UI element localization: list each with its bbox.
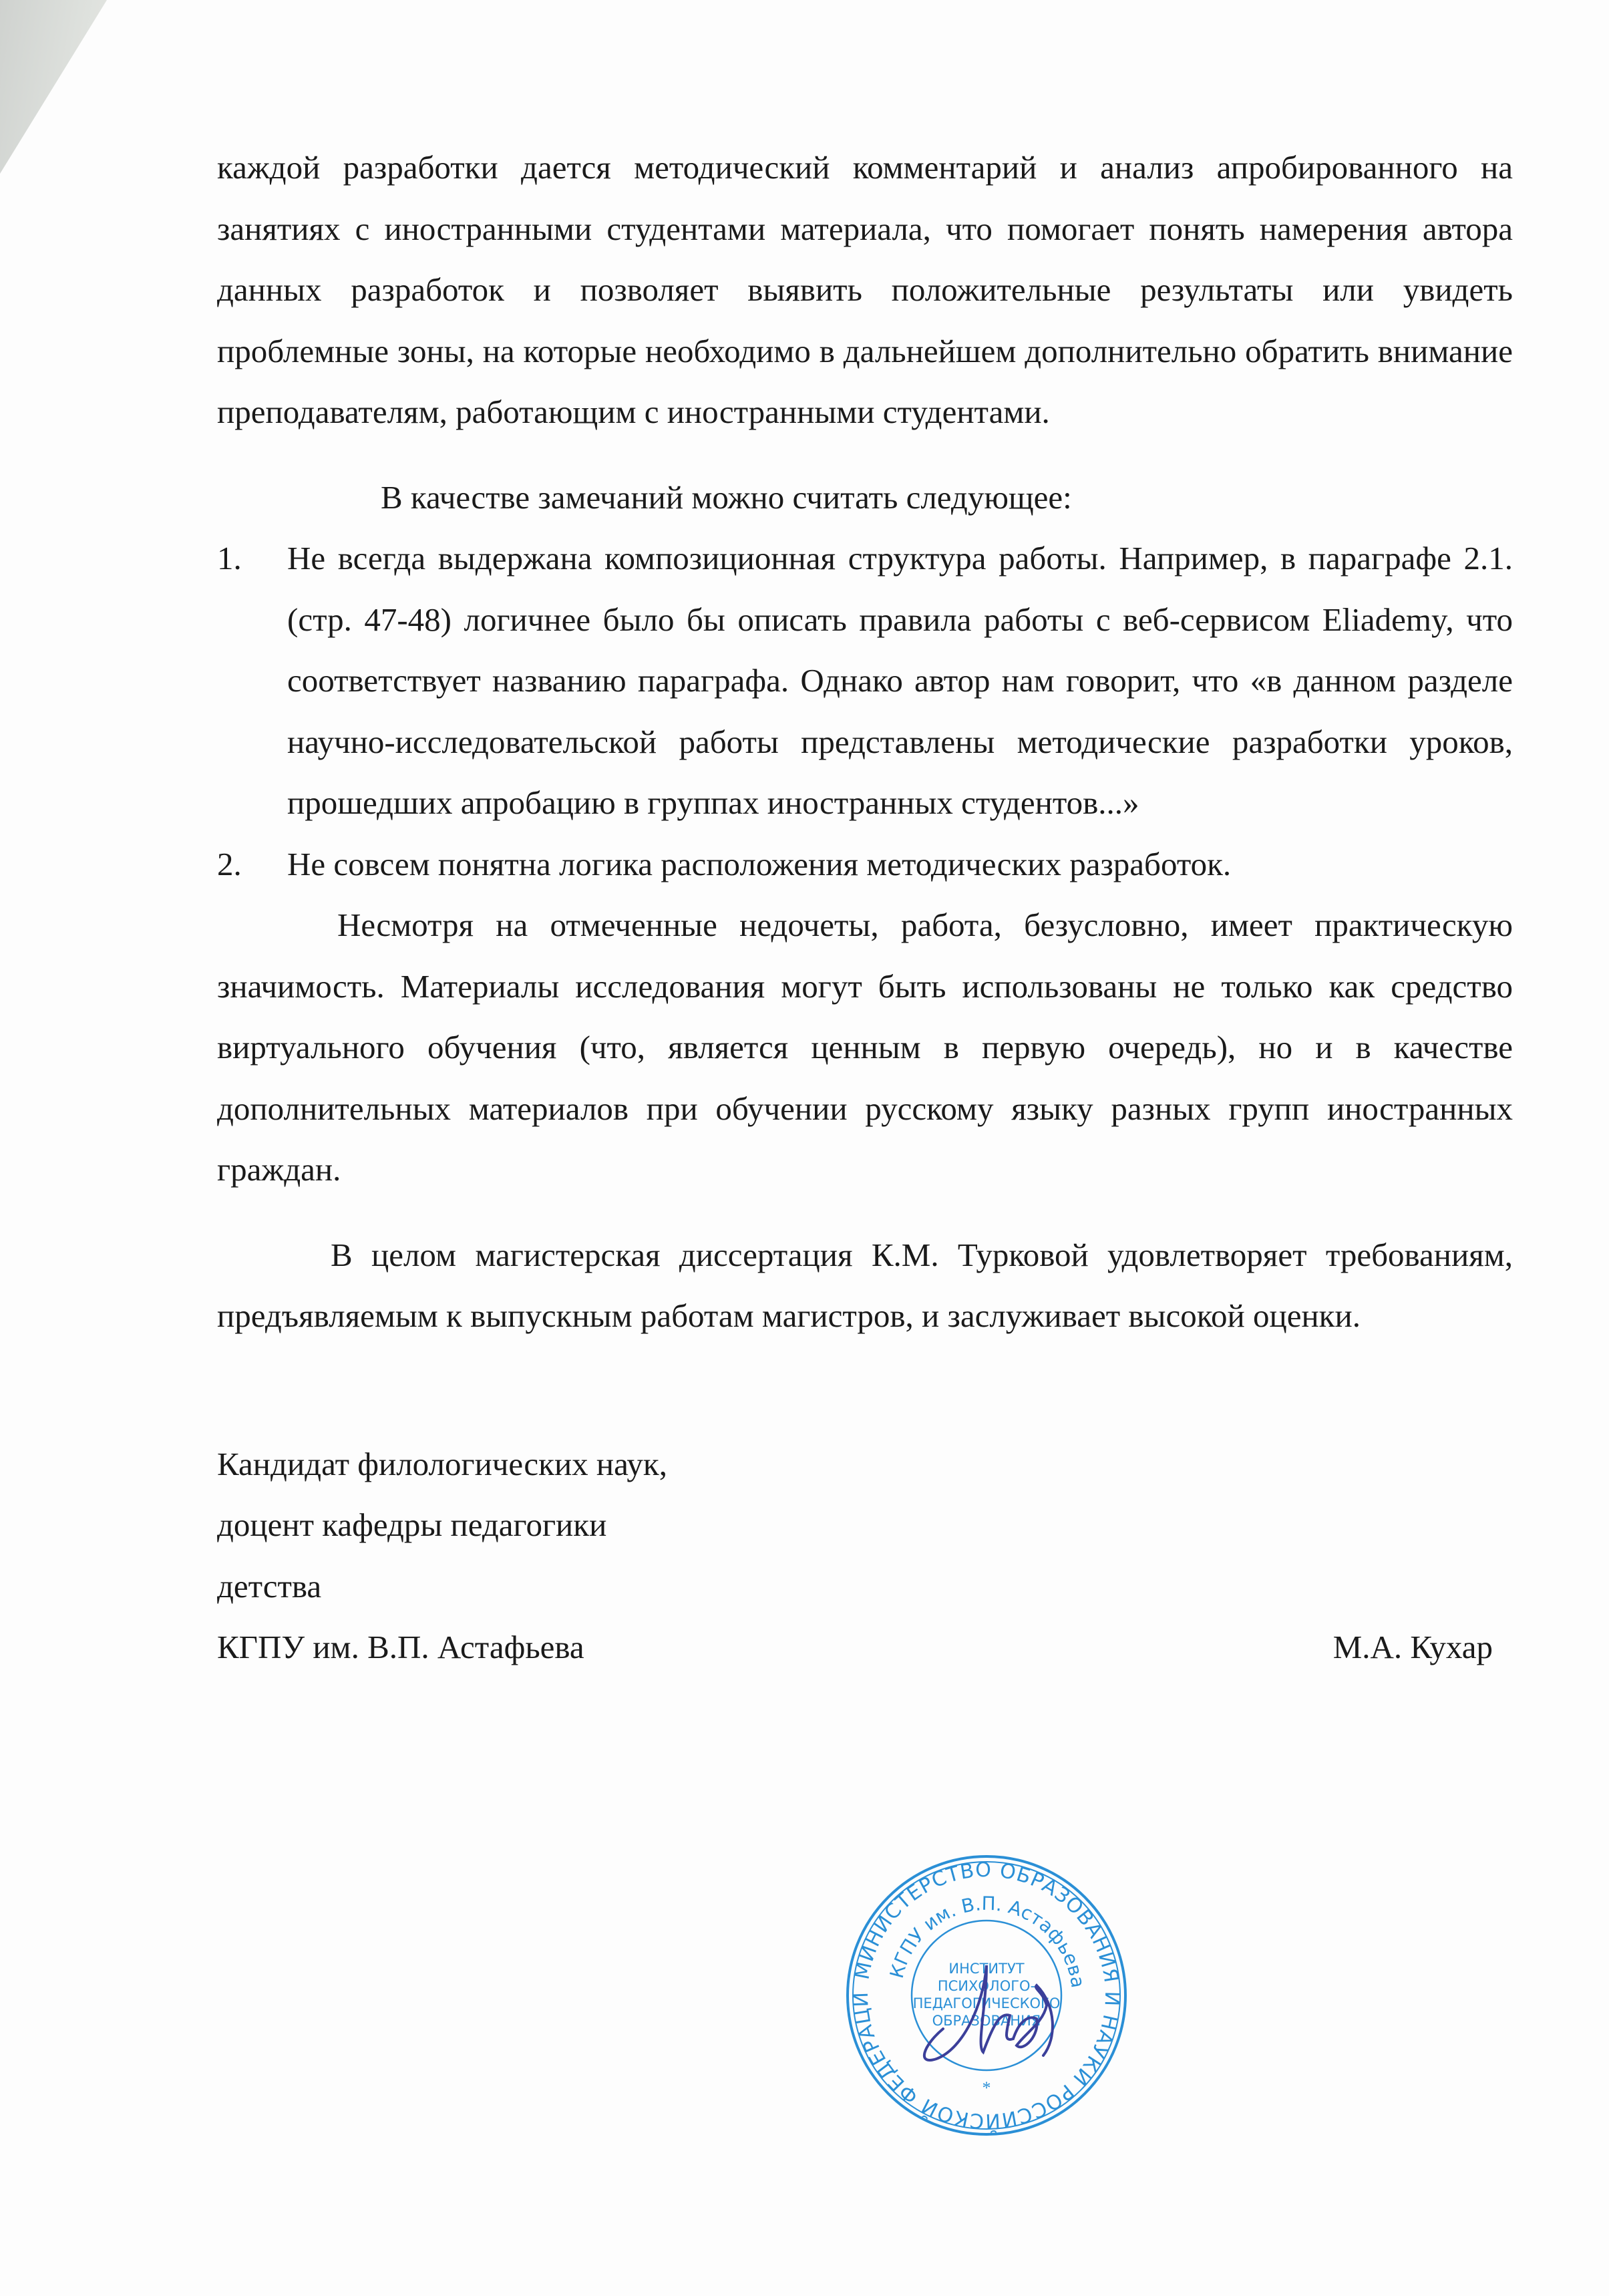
paragraph-methodical-commentary: каждой разработки дается методический комментарий и анализ апробированного на занятиях с иностранными студентами материала, что помогает понять намерения автора данных разработок и позволяет выявить положительные результаты или увидеть проблемные зоны, на которые необходимо в дальнейшем дополнительно обратить внимание преподавателям, работающим с иностранными студентами.	[217, 149, 1513, 430]
paragraph-significance: Несмотря на отмеченные недочеты, работа, безусловно, имеет практическую значимость. Материалы исследования могут быть использованы не только как средство виртуального обучения (что, является ценным в первую очередь), но и в качестве дополнительных материалов при обучении русскому языку разных групп иностранных граждан.	[217, 907, 1513, 1188]
remark-number: 1.	[217, 540, 242, 577]
signature-block	[217, 1434, 1513, 1678]
signature-department: детства	[217, 1567, 322, 1605]
document-page	[217, 137, 1513, 1678]
signature-position: доцент кафедры педагогики	[217, 1506, 607, 1543]
remark-item	[217, 834, 1513, 895]
svg-text:ПЕДАГОГИЧЕСКОГО: ПЕДАГОГИЧЕСКОГО	[912, 1995, 1061, 2011]
remark-number: 2.	[217, 845, 242, 882]
signature-university: КГПУ им. В.П. Астафьева	[217, 1629, 584, 1665]
signature-line	[217, 1617, 1513, 1678]
remarks-intro: В качестве замечаний можно считать следующее:	[381, 478, 1072, 516]
svg-text:ИНСТИТУТ: ИНСТИТУТ	[948, 1961, 1025, 1977]
signature-title: Кандидат филологических наук,	[217, 1445, 667, 1482]
svg-text:ПСИХОЛОГО-: ПСИХОЛОГО-	[937, 1978, 1036, 1994]
signatory-name: М.А. Кухар	[1332, 1629, 1493, 1665]
stamp-outer-text: МИНИСТЕРСТВО ОБРАЗОВАНИЯ И НАУКИ РОССИЙСКОЙ ФЕДЕРАЦИ	[849, 1858, 1124, 2133]
folded-page-corner	[0, 0, 107, 174]
remark-text: Не всегда выдержана композиционная структура работы. Например, в параграфе 2.1. (стр. 47-48) логичнее было бы описать правила работы с веб-сервисом Eliademy, что соответствует названию параграфа. Однако автор нам говорит, что «в данном разделе научно-исследовательской работы представлены методические разработки уроков, прошедших апробацию в группах иностранных студентов...»	[287, 540, 1513, 821]
official-stamp	[843, 1852, 1130, 2139]
remark-text: Не совсем понятна логика расположения методических разработок.	[287, 845, 1232, 882]
svg-text:ОБРАЗОВАНИЯ: ОБРАЗОВАНИЯ	[932, 2013, 1041, 2029]
stamp-ring-text: КГПУ им. В.П. Астафьева	[885, 1892, 1089, 1989]
remark-item	[217, 528, 1513, 834]
stamp-star-icon: *	[982, 2078, 991, 2098]
paragraph-conclusion: В целом магистерская диссертация К.М. Турковой удовлетворяет требованиям, предъявляемым к выпускным работам магистров, и заслуживает высокой оценки.	[217, 1236, 1513, 1334]
